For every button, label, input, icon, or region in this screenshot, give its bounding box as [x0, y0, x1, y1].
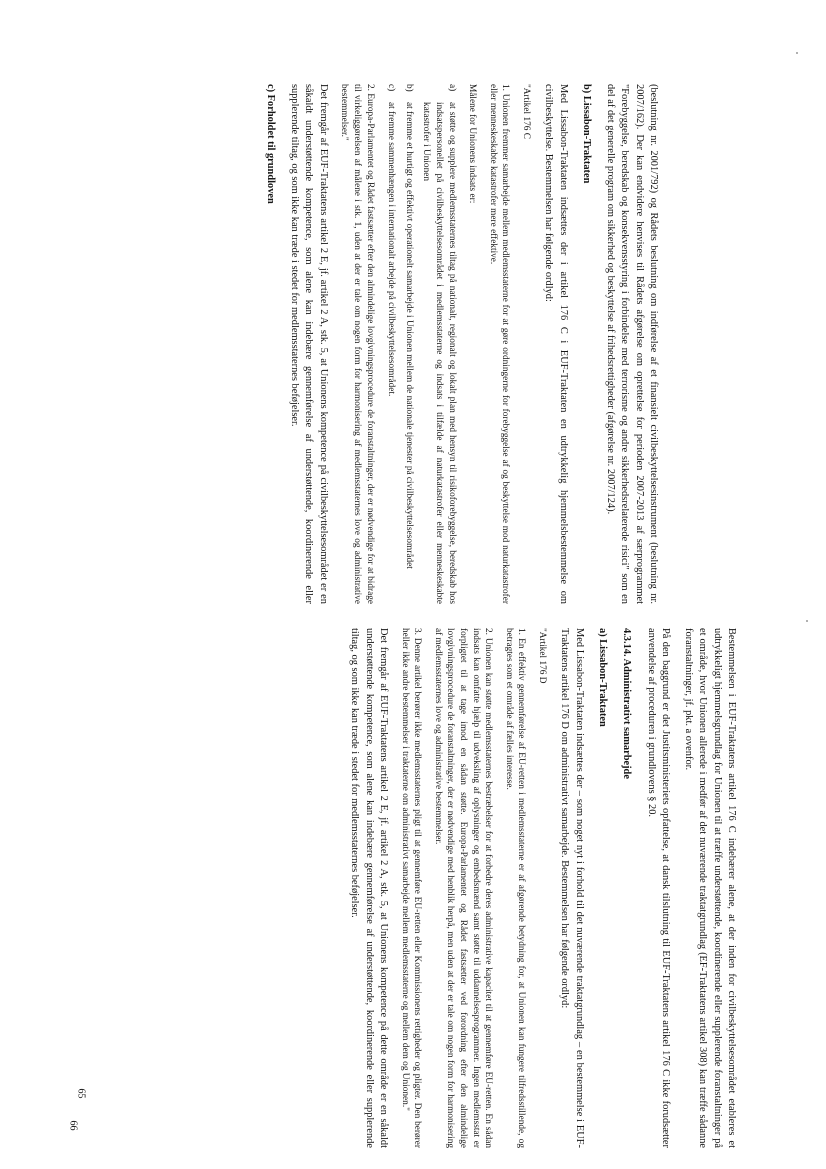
scan-speck: [806, 620, 808, 622]
section-heading: 4.3.14. Administrativt samarbejde: [621, 628, 633, 779]
quote-title: "Artikel 176 C: [520, 84, 531, 139]
quote-paragraph: 3. Denne artikel berører ikke medlemsstaternes pligt til at gennemføre EU-retten eller Kommissionens rettigheder og pligter. Den berører heller ikke andre bestemmelser i traktaterne om administrativt samarbejde mellem medlemsstaterne og mellem dem og Unionen.": [399, 628, 423, 1148]
quote-lead: Målene for Unionens indsats er:: [467, 84, 478, 204]
list-item-label: b): [403, 84, 414, 92]
list-item: [420, 84, 458, 604]
paragraph: (beslutning nr. 2001/792) og Rådets beslutning om indførelse af et finansielt civilbeskyttelsesinstrument (beslutning nr. 2007/162). Der kan endvidere henvises til Rådets afgørelse om oprettelse for perioden 2007-2013 af særprogrammet "Forebyggelse, beredskab og konsekvensstyring i forbindelse med terrorisme og andre sikkerhedsrelaterede risici" som en del af det generelle program om sikkerhed og beskyttelse af frihedsrettigheder (afgørelse nr. 2007/124).: [605, 84, 659, 604]
quote-paragraph: 1. Unionen fremmer samarbejde mellem medlemsstaterne for at gøre ordningerne for forebyggelse af og beskyttelse mod naturkatastrofer eller menneskeskabte katastrofer mere effektive.: [487, 84, 511, 604]
quote-paragraph: 2. Europa-Parlamentet og Rådet fastsætter efter den almindelige lovgivningsprocedure de foranstaltninger, der er nødvendige for at bidrage til virkeliggørelsen af målene i stk. 1, uden at der er tale om nogen form for harmonisering af medlemsstaternes love og administrative bestemmelser.": [339, 84, 375, 604]
quote-paragraph: 1. En effektiv gennemførelse af EU-retten i medlemsstaterne er af afgørende betydning for, at Unionen kan fungere tilfredsstillende, og betragtes som et område af fælles interesse.: [503, 628, 527, 1148]
page-number: 66: [67, 1120, 79, 1131]
scan-speck: [796, 52, 798, 54]
paragraph: Det fremgår af EUF-Traktatens artikel 2 E, jf. artikel 2 A, stk. 5, at Unionens kompetence på dette område er en såkaldt understøttende kompetence, som alene kan indebære gennemførelse af understøttende, koordinerende eller supplerende tiltag, og som ikke kan træde i stedet for medlemsstaternes beføjelser.: [349, 628, 390, 1148]
objectives-list: [385, 84, 458, 604]
list-item: [385, 84, 398, 604]
paragraph: Bestemmelsen i EUF-Traktatens artikel 176 C indebærer alene, at der inden for civilbeskyttelsesområdet etableres et udtrykkeligt hjemmelsgrundlag for Unionen til at træffe understøttende, koordinerende eller supplerende foranstaltninger på et område, hvor Unionen allerede i medfør af det nuværende traktatgrundlag (EF-Traktatens artikel 308) kan træffe sådanne foranstaltninger, jf. pkt. a ovenfor.: [683, 628, 737, 1148]
paragraph: Med Lissabon-Traktaten indsættes der – som noget nyt i forhold til det nuværende traktatgrundlag – en bestemmelse i EUF-Traktatens artikel 176 D om administrativt samarbejde. Bestemmelsen har følgende ordlyd:: [559, 628, 585, 1148]
section-heading: b) Lissabon-Traktaten: [580, 84, 592, 184]
subsection-heading: a) Lissabon-Traktaten: [596, 628, 608, 727]
page-number: 65: [75, 1088, 87, 1099]
page-65: [254, 84, 660, 604]
paragraph: Det fremgår af EUF-Traktatens artikel 2 E, jf. artikel 2 A, stk. 5, at Unionens kompetence på civilbeskyttelsesområdet er en såkaldt understøttende kompetence, som alene kan indebære gennemførelse af understøttende, koordinerende eller supplerende tiltag, og som ikke kan træde i stedet for medlemsstaternes beføjelser.: [289, 84, 329, 604]
list-item-label: a): [446, 84, 457, 92]
list-item-label: c): [386, 84, 397, 92]
paragraph: Med Lissabon-Traktaten indsættes der i artikel 176 C i EUF-Traktaten en udtrykkelig hjemmelsbestemmelse om civilbeskyttelse. Bestemmelsen har følgende ordlyd:: [543, 84, 569, 604]
page-66: [338, 628, 738, 1148]
list-item: [402, 84, 415, 604]
list-item-text: at fremme et hurtigt og effektivt operationelt samarbejde i Unionen mellem de nationale tjenester på civilbeskyttelsesområdet: [403, 102, 414, 569]
list-item-text: at støtte og supplere medlemsstaternes tiltag på nationalt, regionalt og lokalt plan med hensyn til risikoforebyggelse, beredskab hos indsatspersonellet på civilbeskyttelsesområdet i medlemsstaterne og indsats i tilfælde af naturkatastrofer eller menneskeskabte katastrofer i Unionen: [421, 102, 457, 604]
paragraph: På den baggrund er det Justitsministeriets opfattelse, at dansk tilslutning til EUF-Traktatens artikel 176 C ikke forudsætter anvendelse af proceduren i grundlovens § 20.: [645, 628, 671, 1148]
quote-title: "Artikel 176 D: [537, 628, 548, 684]
quote-paragraph: 2. Unionen kan støtte medlemsstaternes bestræbelser for at forbedre deres administrative kapacitet til at gennemføre EU-retten. En sådan indsats kan omfatte hjælp til udveksling af oplysninger og embedsmænd samt støtte til uddannelsesprogrammer. Ingen medlemsstat er forpligtet til at tage imod en sådan støtte. Europa-Parlamentet og Rådet fastsætter ved forordning efter den almindelige lovgivningsprocedure de foranstaltninger, der er nødvendige med henblik herpå, men uden at der er tale om nogen form for harmonisering af medlemsstaternes love og administrative bestemmelser.: [432, 628, 494, 1148]
section-heading: c) Forholdet til grundloven: [264, 84, 276, 204]
list-item-text: at fremme sammenhængen i internationalt arbejde på civilbeskyttelsesområdet.: [386, 102, 397, 397]
